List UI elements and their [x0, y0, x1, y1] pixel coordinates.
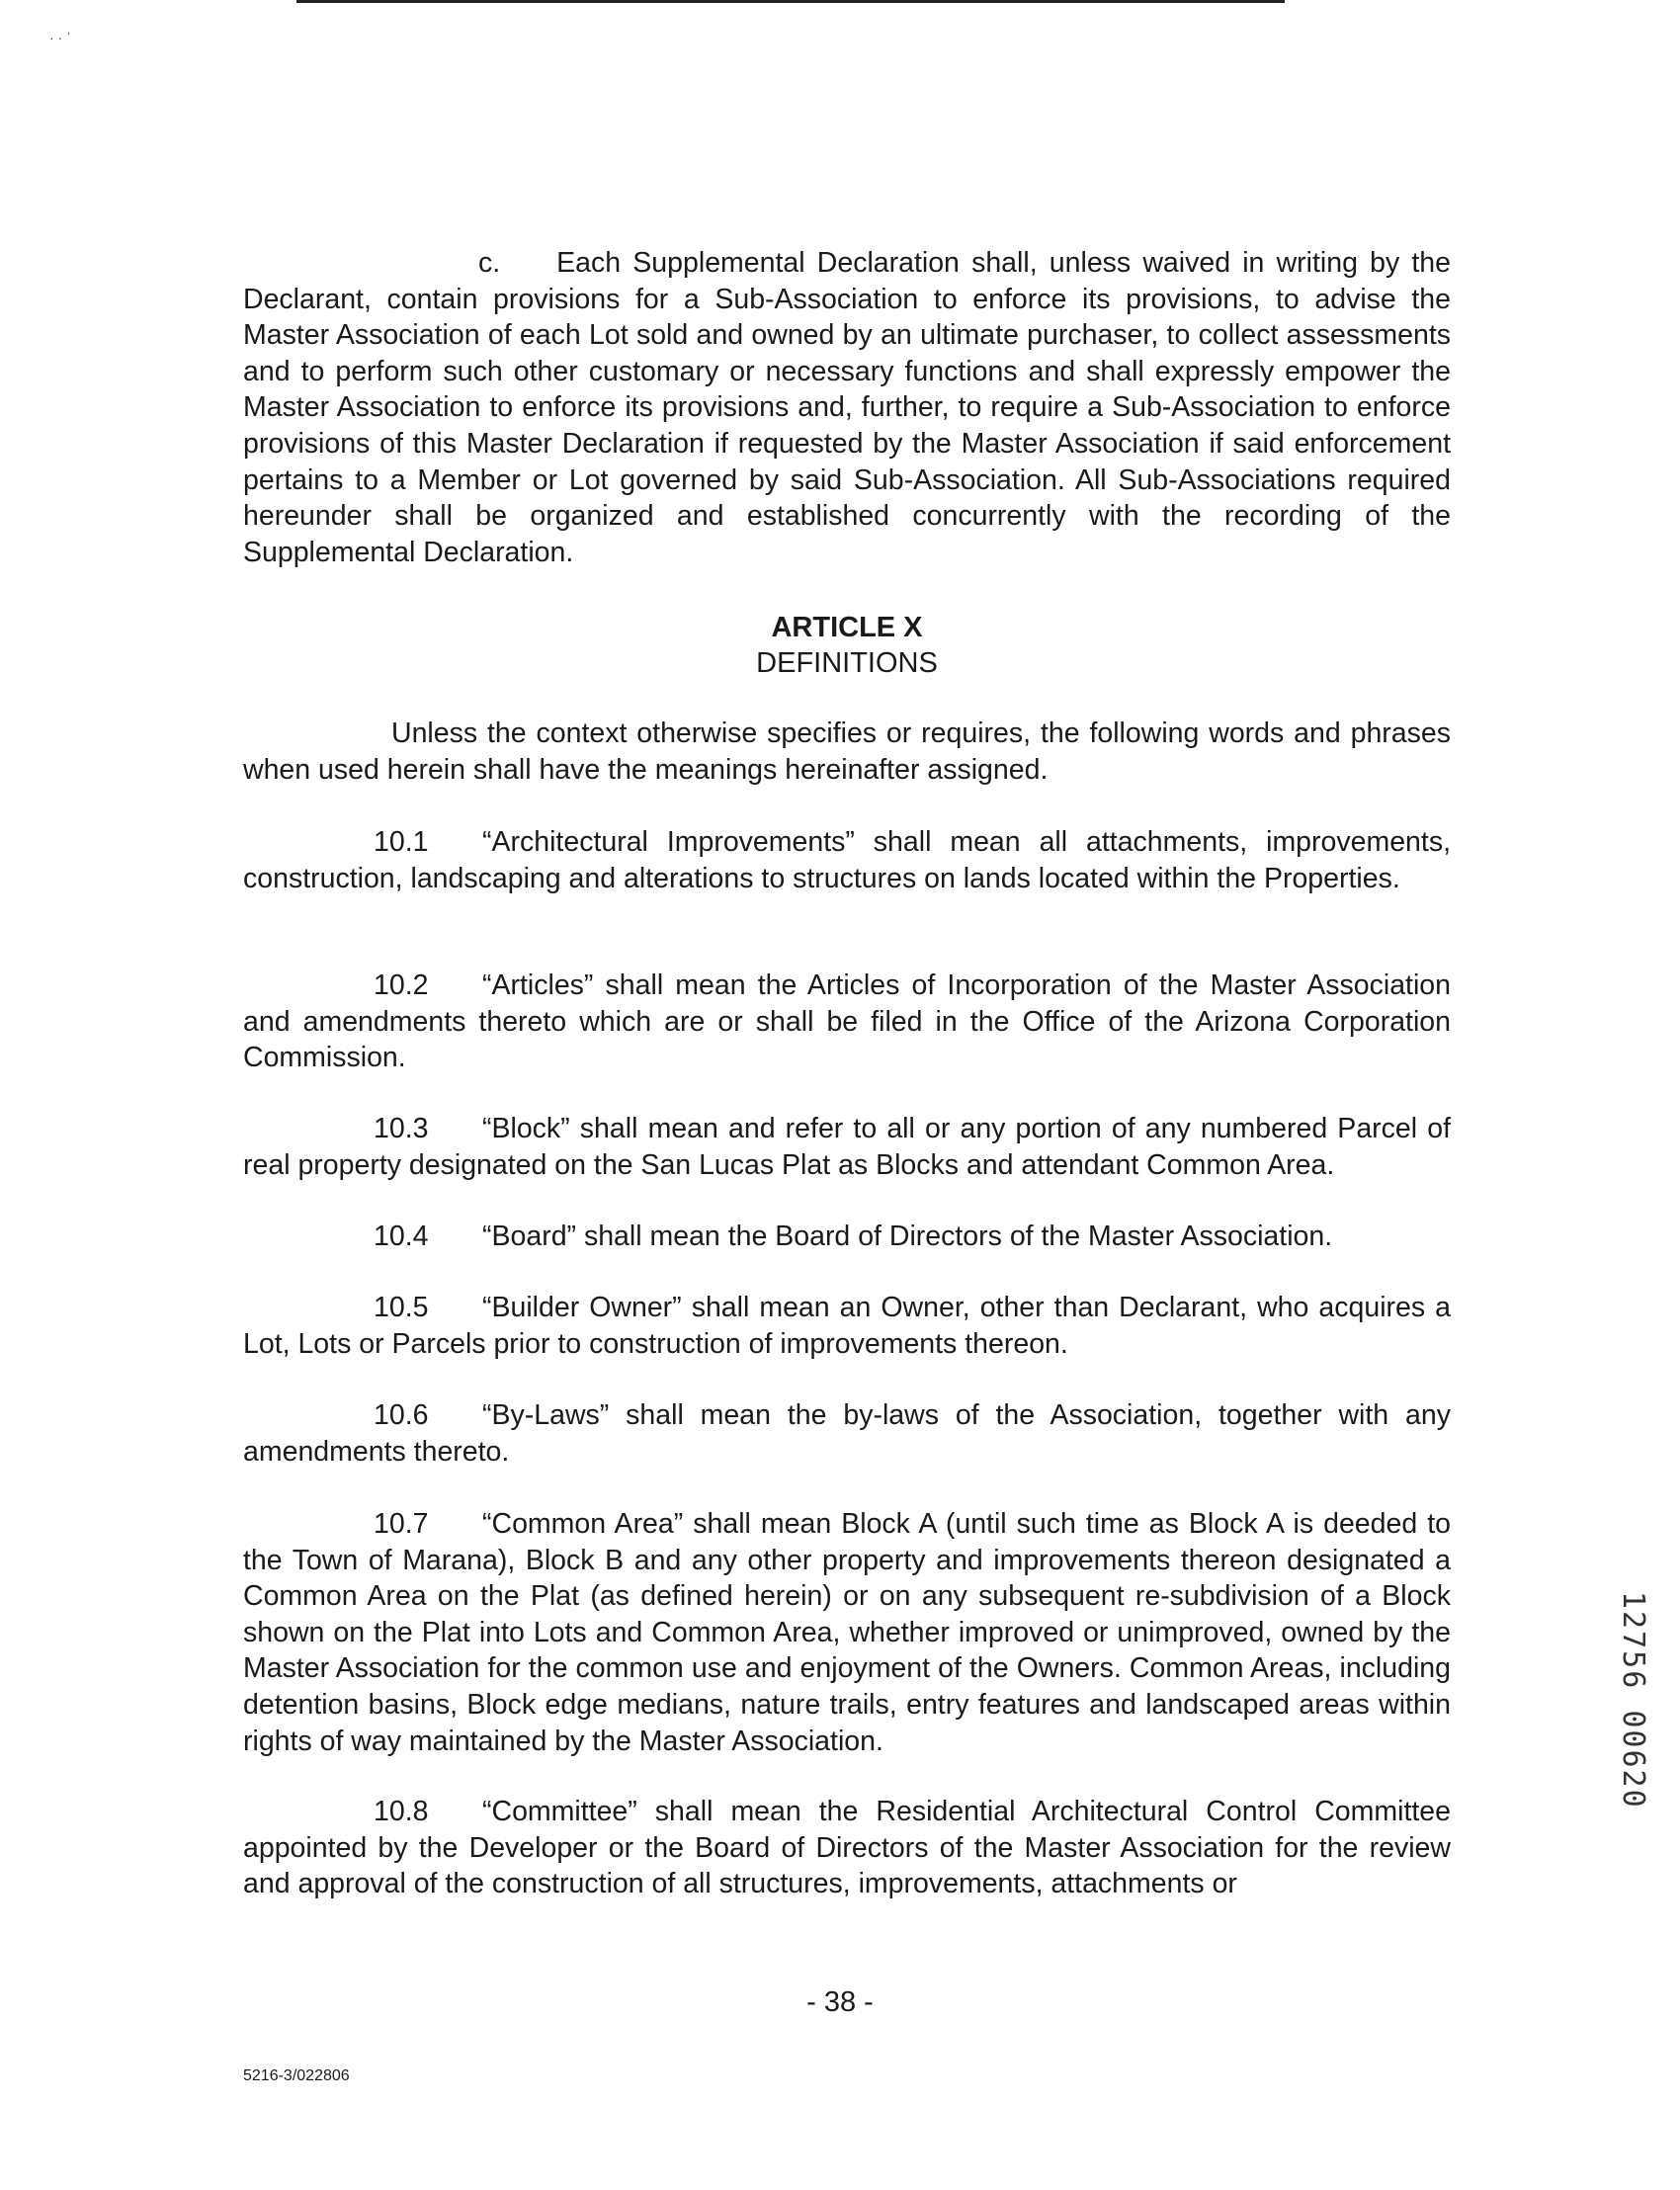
article-subtitle: DEFINITIONS: [756, 647, 938, 679]
scan-marks: · · ˈ: [49, 30, 71, 45]
definition-number: 10.1: [374, 826, 429, 858]
top-rule: [296, 0, 1285, 3]
definition-text: “By-Laws” shall mean the by-laws of the Association, together with any amendments thereto.: [243, 1399, 1451, 1468]
definition-10-7: [243, 1506, 1451, 1759]
definition-number: 10.3: [374, 1113, 429, 1144]
definition-number: 10.7: [374, 1508, 429, 1540]
definition-number: 10.8: [374, 1796, 429, 1827]
definition-10-4: [243, 1219, 1451, 1255]
definition-text: “Block” shall mean and refer to all or any portion of any numbered Parcel of real property designated on the San Lucas Plat as Blocks and attendant Common Area.: [243, 1113, 1451, 1181]
definition-10-1: [243, 824, 1451, 896]
definition-text: “Board” shall mean the Board of Directors of the Master Association.: [482, 1221, 1333, 1252]
definition-10-5: [243, 1290, 1451, 1362]
definition-10-6: [243, 1397, 1451, 1470]
paragraph-c: c. Each Supplemental Declaration shall, unless waived in writing by the Declarant, contain provisions for a Sub-Association to enforce its provisions, to advise the Master Association of each Lot sold and owned by an ultimate purchaser, to collect assessments and to perform such other customary or necessary functions and shall expressly empower the Master Association to enforce its provisions and, further, to require a Sub-Association to enforce provisions of this Master Declaration if requested by the Master Association if said enforcement pertains to a Member or Lot governed by said Sub-Association. All Sub-Associations required hereunder shall be organized and established concurrently with the recording of the Supplemental Declaration.: [243, 247, 1451, 568]
footer-document-code: 5216-3/022806: [243, 2067, 350, 2084]
definition-number: 10.6: [374, 1399, 429, 1431]
definition-number: 10.2: [374, 969, 429, 1001]
definition-text: “Committee” shall mean the Residential Architectural Control Committee appointed by the Developer or the Board of Directors of the Master Association for the review and approval of the construction of all structures, improvements, attachments or: [243, 1796, 1451, 1900]
definition-text: “Architectural Improvements” shall mean all attachments, improvements, construction, landscaping and alterations to structures on lands located within the Properties.: [243, 826, 1451, 894]
definition-text: “Common Area” shall mean Block A (until such time as Block A is deeded to the Town of Marana), Block B and any other property and improvements thereon designated a Common Area on the Plat (as defined herein) or on any subsequent re-subdivision of a Block shown on the Plat into Lots and Common Area, whether improved or unimproved, owned by the Master Association for the common use and enjoyment of the Owners. Common Areas, including detention basins, Block edge medians, nature trails, entry features and landscaped areas within rights of way maintained by the Master Association.: [243, 1508, 1451, 1757]
definition-number: 10.5: [374, 1292, 429, 1323]
definition-10-2: [243, 968, 1451, 1076]
recording-stamp: 12756 00620: [1616, 1591, 1650, 1810]
definition-text: “Builder Owner” shall mean an Owner, other than Declarant, who acquires a Lot, Lots or Parcels prior to construction of improvements thereon.: [243, 1292, 1451, 1360]
definition-10-8: [243, 1794, 1451, 1902]
page-number: - 38 -: [806, 1986, 874, 2018]
article-title: ARTICLE X: [771, 612, 923, 643]
definition-number: 10.4: [374, 1221, 429, 1252]
article-heading: [243, 610, 1451, 681]
intro-paragraph: Unless the context otherwise specifies or requires, the following words and phrases when used herein shall have the meanings hereinafter assigned.: [243, 717, 1451, 786]
definition-10-3: [243, 1111, 1451, 1183]
definition-text: “Articles” shall mean the Articles of Incorporation of the Master Association and amendments thereto which are or shall be filed in the Office of the Arizona Corporation Commission.: [243, 969, 1451, 1074]
